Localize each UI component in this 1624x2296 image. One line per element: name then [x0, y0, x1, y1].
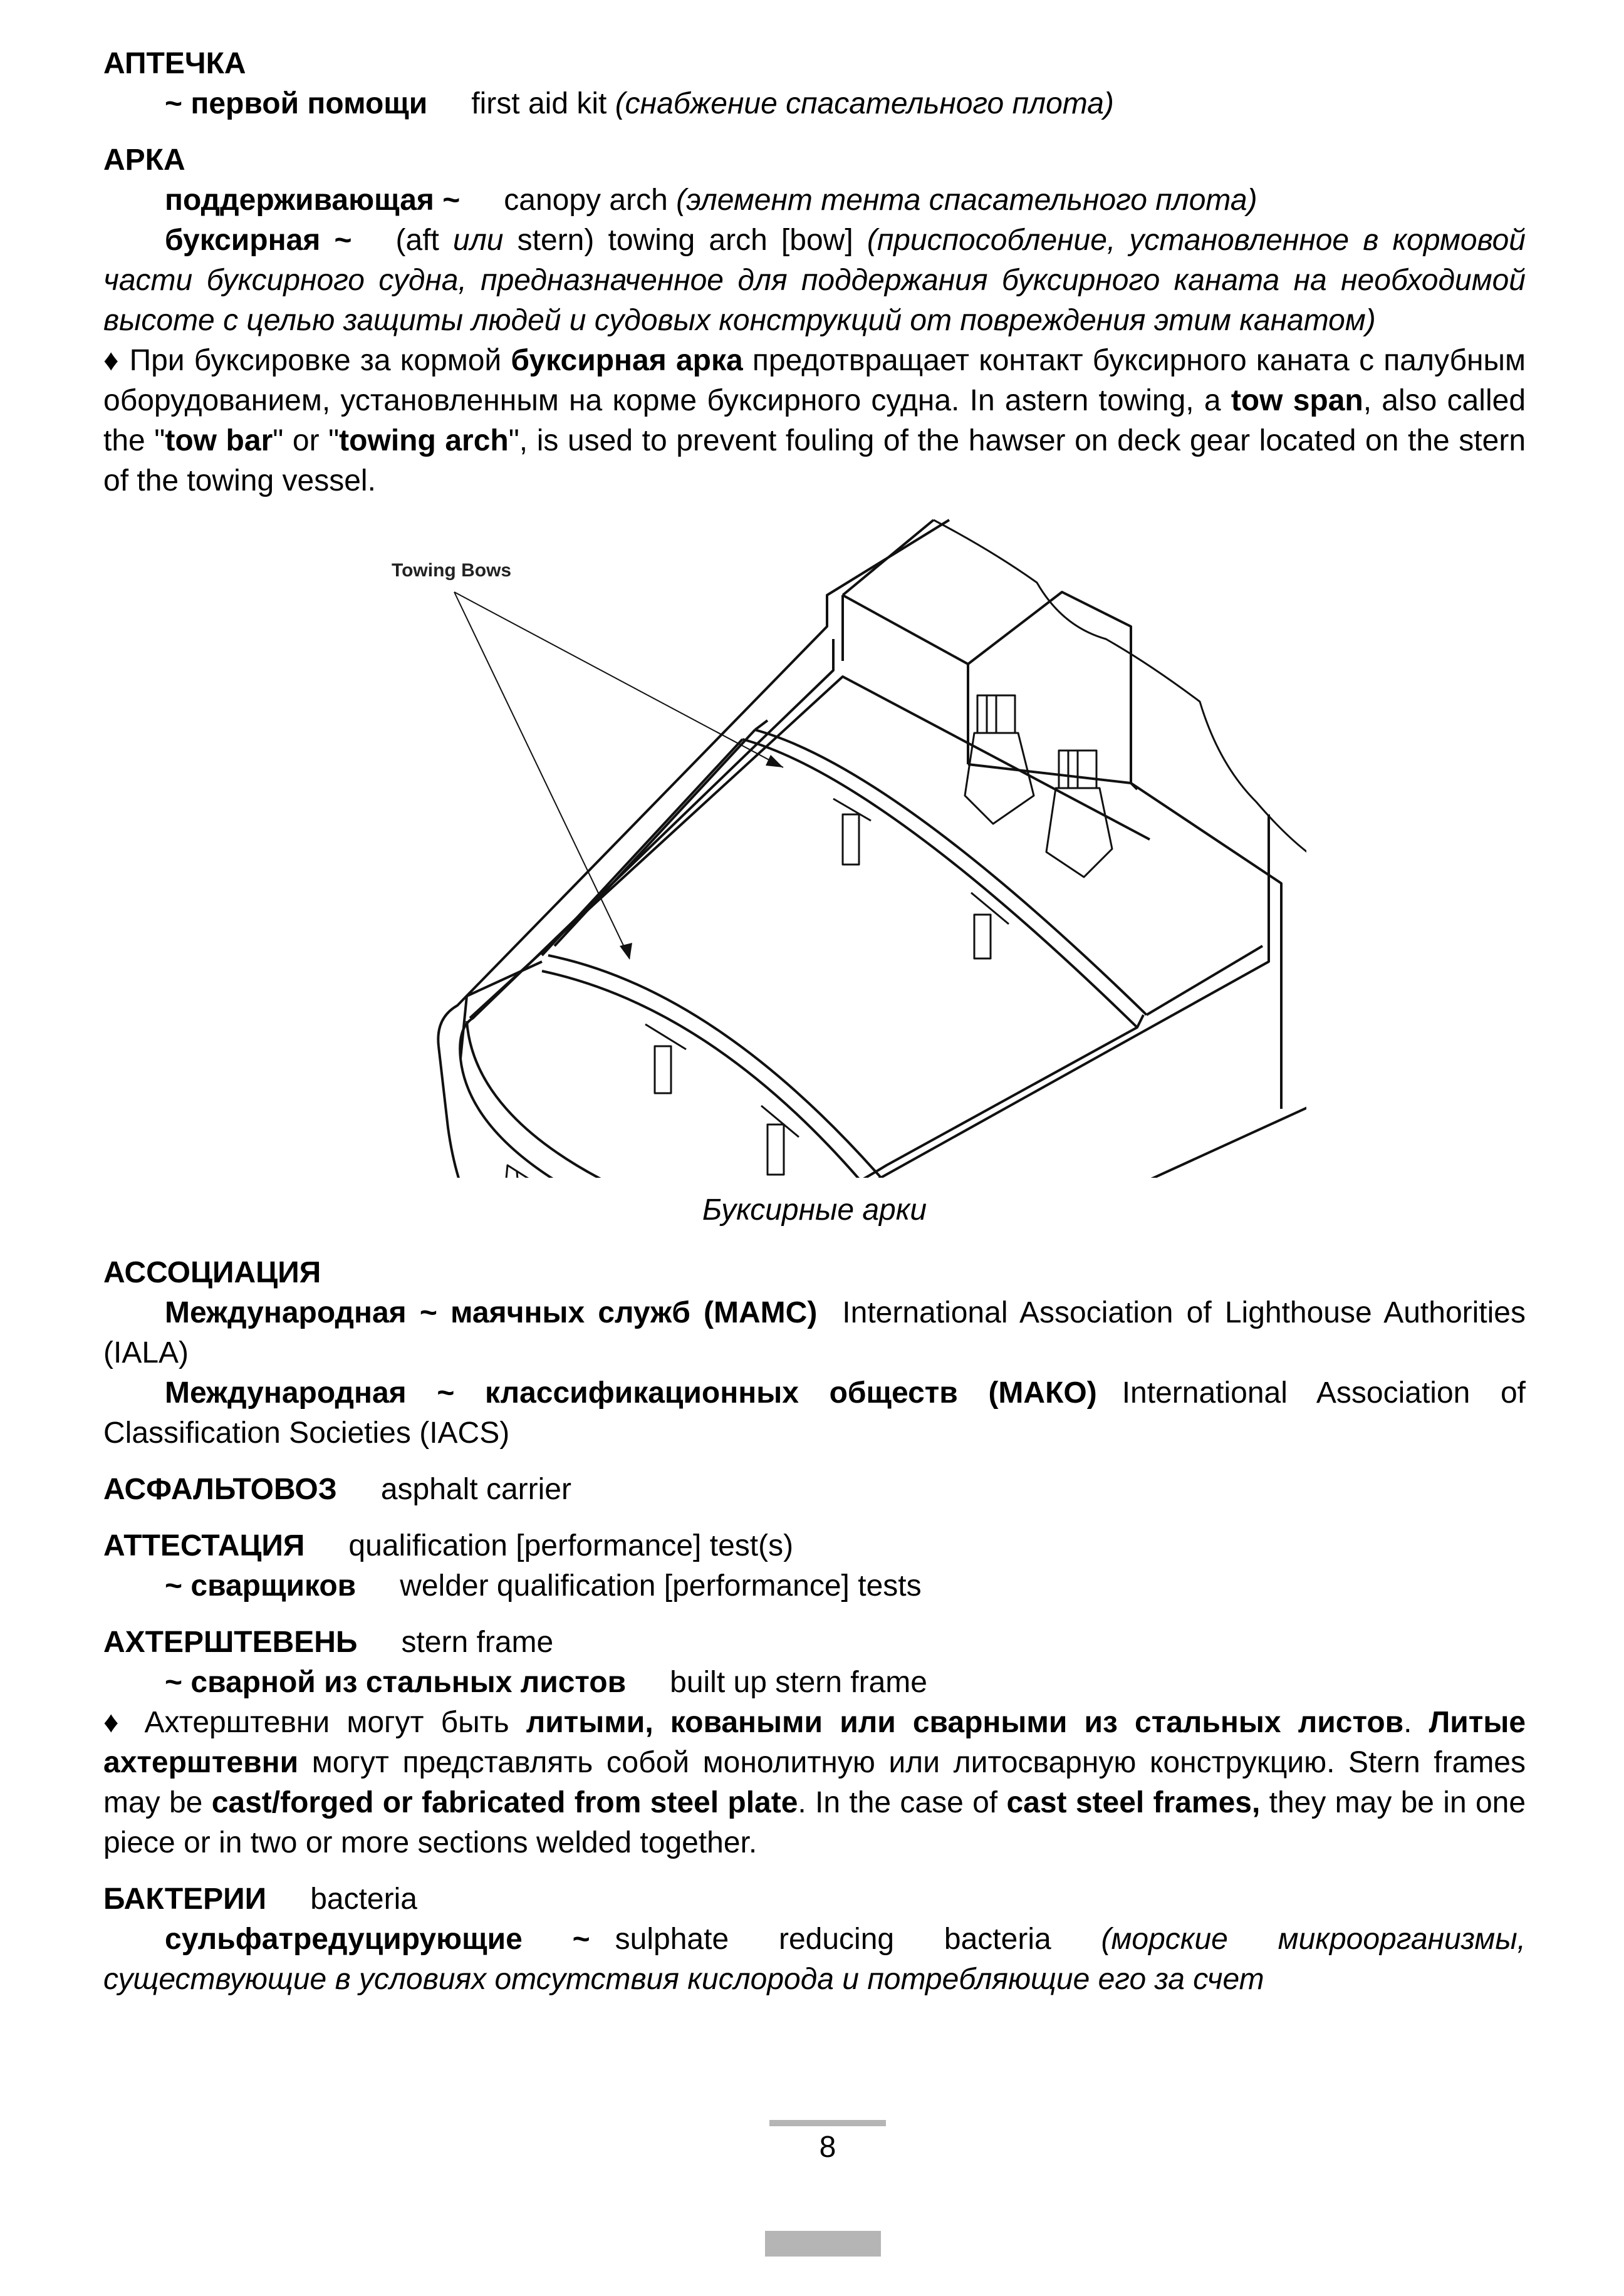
- translation: International Association of Classification Societies (IACS): [103, 1376, 1526, 1450]
- usage-note: ♦ При буксировке за кормой буксирная арка предотвращает контакт буксирного каната с палубным оборудованием, установленным на корме буксирного судна. In astern towing, a tow span, also called the "tow bar" or "towing arch", is used to prevent fouling of the hawser on deck gear located on the stern of the towing vessel.: [103, 344, 1526, 497]
- subentry-term: сульфатредуцирующие ~: [165, 1923, 590, 1956]
- towing-bows-figure: [103, 514, 1526, 1253]
- subentry-term: Международная ~ классификационных обществ (МАКО): [165, 1376, 1097, 1410]
- headword: АПТЕЧКА: [103, 47, 246, 80]
- diamond-bullet-icon: ♦: [103, 344, 120, 377]
- towing-bows-diagram: [367, 514, 1306, 1178]
- subentry: [103, 221, 1526, 341]
- subentry-term: Международная ~ маячных служб (МАМС): [165, 1296, 818, 1329]
- entry-arka: [103, 140, 1526, 180]
- entry-ahtershteven: [103, 1623, 1526, 1663]
- headword: АССОЦИАЦИЯ: [103, 1256, 321, 1289]
- subentry: [103, 1919, 1526, 2000]
- subentry: [103, 180, 1526, 221]
- translation: International Association of Lighthouse Authorities (IALA): [103, 1296, 1526, 1369]
- figure-caption: Буксирные арки: [702, 1193, 927, 1227]
- subentry: [103, 84, 1526, 124]
- translation: welder qualification [performance] tests: [400, 1569, 922, 1603]
- usage-note: ♦ Ахтерштевни могут быть литыми, коваными или сварными из стальных листов. Литые ахтерштевни могут представлять собой монолитную или литосварную конструкцию. Stern frames may be cast/forged or fabricated from steel plate. In the case of cast steel frames, they may be in one piece or in two or more sections welded together.: [103, 1706, 1526, 1859]
- footer-divider-top: [769, 2120, 886, 2126]
- diamond-bullet-icon: ♦: [103, 1706, 128, 1739]
- translation: stern frame: [401, 1626, 554, 1659]
- subentry-term: поддерживающая ~: [165, 184, 461, 217]
- entry-associaciya: [103, 1253, 1526, 1293]
- entry-bakterii: [103, 1879, 1526, 1919]
- subentry-term: ~ сварщиков: [165, 1569, 357, 1603]
- explanation: (снабжение спасательного плота): [615, 87, 1114, 120]
- subentry-term: ~ сварной из стальных листов: [165, 1666, 627, 1699]
- headword: АРКА: [103, 143, 185, 177]
- dictionary-page: [103, 44, 1526, 2000]
- entry-aptechka: [103, 44, 1526, 84]
- subentry-term: буксирная ~: [165, 224, 352, 257]
- translation: first aid kit: [471, 87, 607, 120]
- translation: stern) towing arch [bow]: [517, 224, 853, 257]
- translation-or: или: [453, 224, 504, 257]
- translation: (aft: [395, 224, 439, 257]
- explanation: (морские микроорганизмы, существующие в условиях отсутствия кислорода и потребляющие его за счет: [103, 1923, 1526, 1996]
- entry-attestaciya: [103, 1526, 1526, 1566]
- headword: АХТЕРШТЕВЕНЬ: [103, 1626, 358, 1659]
- entry-asfaltovoz: [103, 1470, 1526, 1510]
- page-number: 8: [819, 2131, 836, 2164]
- subentry: [103, 1566, 1526, 1606]
- translation: qualification [performance] test(s): [348, 1529, 794, 1562]
- footer-divider-bottom: [765, 2231, 881, 2257]
- headword: БАКТЕРИИ: [103, 1883, 267, 1916]
- headword: АТТЕСТАЦИЯ: [103, 1529, 305, 1562]
- explanation: (элемент тента спасательного плота): [676, 184, 1257, 217]
- subentry-term: ~ первой помощи: [165, 87, 428, 120]
- headword: АСФАЛЬТОВОЗ: [103, 1473, 337, 1506]
- translation: sulphate reducing bacteria: [615, 1923, 1051, 1956]
- explanation: (приспособление, установленное в кормовой части буксирного судна, предназначенное для поддержания буксирного каната на необходимой высоте с целью защиты людей и судовых конструкций от повреждения этим канатом): [103, 224, 1526, 337]
- subentry: [103, 1293, 1526, 1373]
- translation: bacteria: [310, 1883, 417, 1916]
- subentry: [103, 1373, 1526, 1453]
- diagram-label: Towing Bows: [392, 560, 512, 581]
- subentry: [103, 1663, 1526, 1703]
- translation: canopy arch: [504, 184, 668, 217]
- translation: asphalt carrier: [380, 1473, 571, 1506]
- translation: built up stern frame: [670, 1666, 927, 1699]
